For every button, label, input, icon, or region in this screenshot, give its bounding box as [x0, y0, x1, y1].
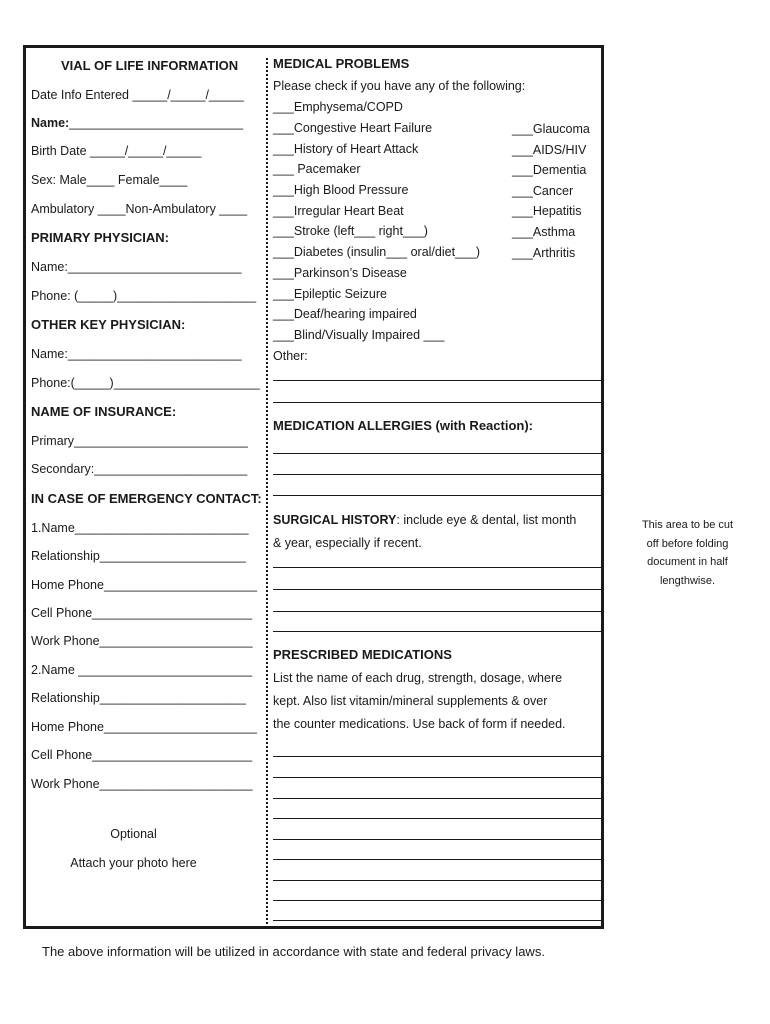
condition-checkbox[interactable]: ___Epileptic Seizure — [273, 287, 387, 301]
name-field[interactable] — [31, 115, 243, 131]
medication-line[interactable] — [273, 920, 604, 921]
other-physician-heading: OTHER KEY PHYSICIAN: — [31, 317, 186, 332]
contact2-home-phone-field[interactable]: Home Phone______________________ — [31, 720, 257, 734]
contact2-cell-phone-field[interactable]: Cell Phone_______________________ — [31, 748, 253, 762]
condition-checkbox[interactable]: ___Stroke (left___ right___) — [273, 224, 428, 238]
fold-divider — [266, 58, 268, 924]
medication-line[interactable] — [273, 839, 604, 840]
prescribed-instructions-3: the counter medications. Use back of form if needed. — [273, 717, 566, 731]
insurance-heading: NAME OF INSURANCE: — [31, 404, 177, 419]
condition-checkbox[interactable]: ___Parkinson’s Disease — [273, 266, 407, 280]
emergency-contact-heading: IN CASE OF EMERGENCY CONTACT: — [31, 491, 262, 506]
surgical-line[interactable] — [273, 631, 604, 632]
allergies-heading: MEDICATION ALLERGIES (with Reaction): — [273, 418, 533, 433]
prescribed-medications-heading: PRESCRIBED MEDICATIONS — [273, 647, 452, 662]
condition-checkbox[interactable]: ___Hepatitis — [512, 204, 582, 218]
condition-checkbox[interactable]: ___Dementia — [512, 163, 587, 177]
condition-checkbox[interactable]: ___High Blood Pressure — [273, 183, 409, 197]
condition-checkbox[interactable]: ___Arthritis — [512, 246, 576, 260]
condition-checkbox[interactable]: ___Blind/Visually Impaired ___ — [273, 328, 445, 342]
contact2-relationship-field[interactable]: Relationship_____________________ — [31, 691, 246, 705]
primary-insurance-field[interactable]: Primary_________________________ — [31, 434, 248, 448]
other-label: Other: — [273, 349, 308, 363]
medication-line[interactable] — [273, 900, 604, 901]
medication-line[interactable] — [273, 818, 604, 819]
condition-checkbox[interactable]: ___Congestive Heart Failure — [273, 121, 433, 135]
allergies-line[interactable] — [273, 474, 604, 475]
surgical-line[interactable] — [273, 611, 604, 612]
contact1-relationship-field[interactable]: Relationship_____________________ — [31, 549, 246, 563]
contact1-home-phone-field[interactable]: Home Phone______________________ — [31, 578, 257, 592]
medication-line[interactable] — [273, 777, 604, 778]
birth-date-field[interactable]: Birth Date _____/_____/_____ — [31, 144, 202, 158]
condition-checkbox[interactable]: ___ Pacemaker — [273, 162, 361, 176]
condition-checkbox[interactable]: ___Deaf/hearing impaired — [273, 307, 417, 321]
photo-area[interactable]: Attach your photo here — [70, 856, 197, 870]
condition-checkbox[interactable]: ___Cancer — [512, 184, 574, 198]
medication-line[interactable] — [273, 756, 604, 757]
contact1-name-field[interactable]: 1.Name_________________________ — [31, 521, 249, 535]
contact1-cell-phone-field[interactable]: Cell Phone_______________________ — [31, 606, 253, 620]
surgical-line[interactable] — [273, 567, 604, 568]
check-instructions: Please check if you have any of the following: — [273, 79, 526, 93]
other-physician-phone-field[interactable]: Phone:(_____)_____________________ — [31, 376, 260, 390]
date-entered-field[interactable]: Date Info Entered _____/_____/_____ — [31, 88, 244, 102]
primary-physician-phone-field[interactable]: Phone: (_____)____________________ — [31, 289, 257, 303]
medication-line[interactable] — [273, 798, 604, 799]
condition-checkbox[interactable]: ___Glaucoma — [512, 122, 590, 136]
other-line[interactable] — [273, 402, 604, 403]
prescribed-instructions-2: kept. Also list vitamin/mineral supplements & over — [273, 694, 548, 708]
medical-problems-heading: MEDICAL PROBLEMS — [273, 56, 410, 71]
surgical-history-text: SURGICAL HISTORY: include eye & dental, list month — [273, 513, 577, 527]
condition-checkbox[interactable]: ___History of Heart Attack — [273, 142, 419, 156]
photo-optional-label: Optional — [110, 827, 157, 841]
surgical-history-heading: SURGICAL HISTORY — [273, 513, 397, 527]
condition-checkbox[interactable]: ___Irregular Heart Beat — [273, 204, 404, 218]
vial-of-life-form — [23, 45, 604, 929]
sex-field[interactable]: Sex: Male____ Female____ — [31, 173, 188, 187]
condition-checkbox[interactable]: ___Asthma — [512, 225, 576, 239]
allergies-line[interactable] — [273, 495, 604, 496]
surgical-history-text-2: & year, especially if recent. — [273, 536, 422, 550]
contact2-name-field[interactable]: 2.Name _________________________ — [31, 663, 253, 677]
medication-line[interactable] — [273, 859, 604, 860]
form-title: VIAL OF LIFE INFORMATION — [61, 58, 239, 73]
other-line[interactable] — [273, 380, 604, 381]
condition-checkbox[interactable]: ___Emphysema/COPD — [273, 100, 403, 114]
contact1-work-phone-field[interactable]: Work Phone______________________ — [31, 634, 253, 648]
cut-instruction-note: This area to be cut off before folding document in half lengthwise. — [641, 519, 734, 587]
prescribed-instructions-1: List the name of each drug, strength, dosage, where — [273, 671, 563, 685]
primary-physician-name-field[interactable]: Name:_________________________ — [31, 260, 242, 274]
surgical-line[interactable] — [273, 589, 604, 590]
name-line: _________________________ — [69, 116, 244, 130]
primary-physician-heading: PRIMARY PHYSICIAN: — [31, 230, 169, 245]
name-label: Name: — [31, 116, 70, 130]
contact2-work-phone-field[interactable]: Work Phone______________________ — [31, 777, 253, 791]
allergies-line[interactable] — [273, 453, 604, 454]
secondary-insurance-field[interactable]: Secondary:______________________ — [31, 462, 248, 476]
condition-checkbox[interactable]: ___Diabetes (insulin___ oral/diet___) — [273, 245, 481, 259]
condition-checkbox[interactable]: ___AIDS/HIV — [512, 143, 587, 157]
ambulatory-field[interactable]: Ambulatory ____Non-Ambulatory ____ — [31, 202, 248, 216]
medication-line[interactable] — [273, 880, 604, 881]
other-physician-name-field[interactable]: Name:_________________________ — [31, 347, 242, 361]
privacy-footer: The above information will be utilized in accordance with state and federal privacy laws. — [42, 944, 545, 959]
